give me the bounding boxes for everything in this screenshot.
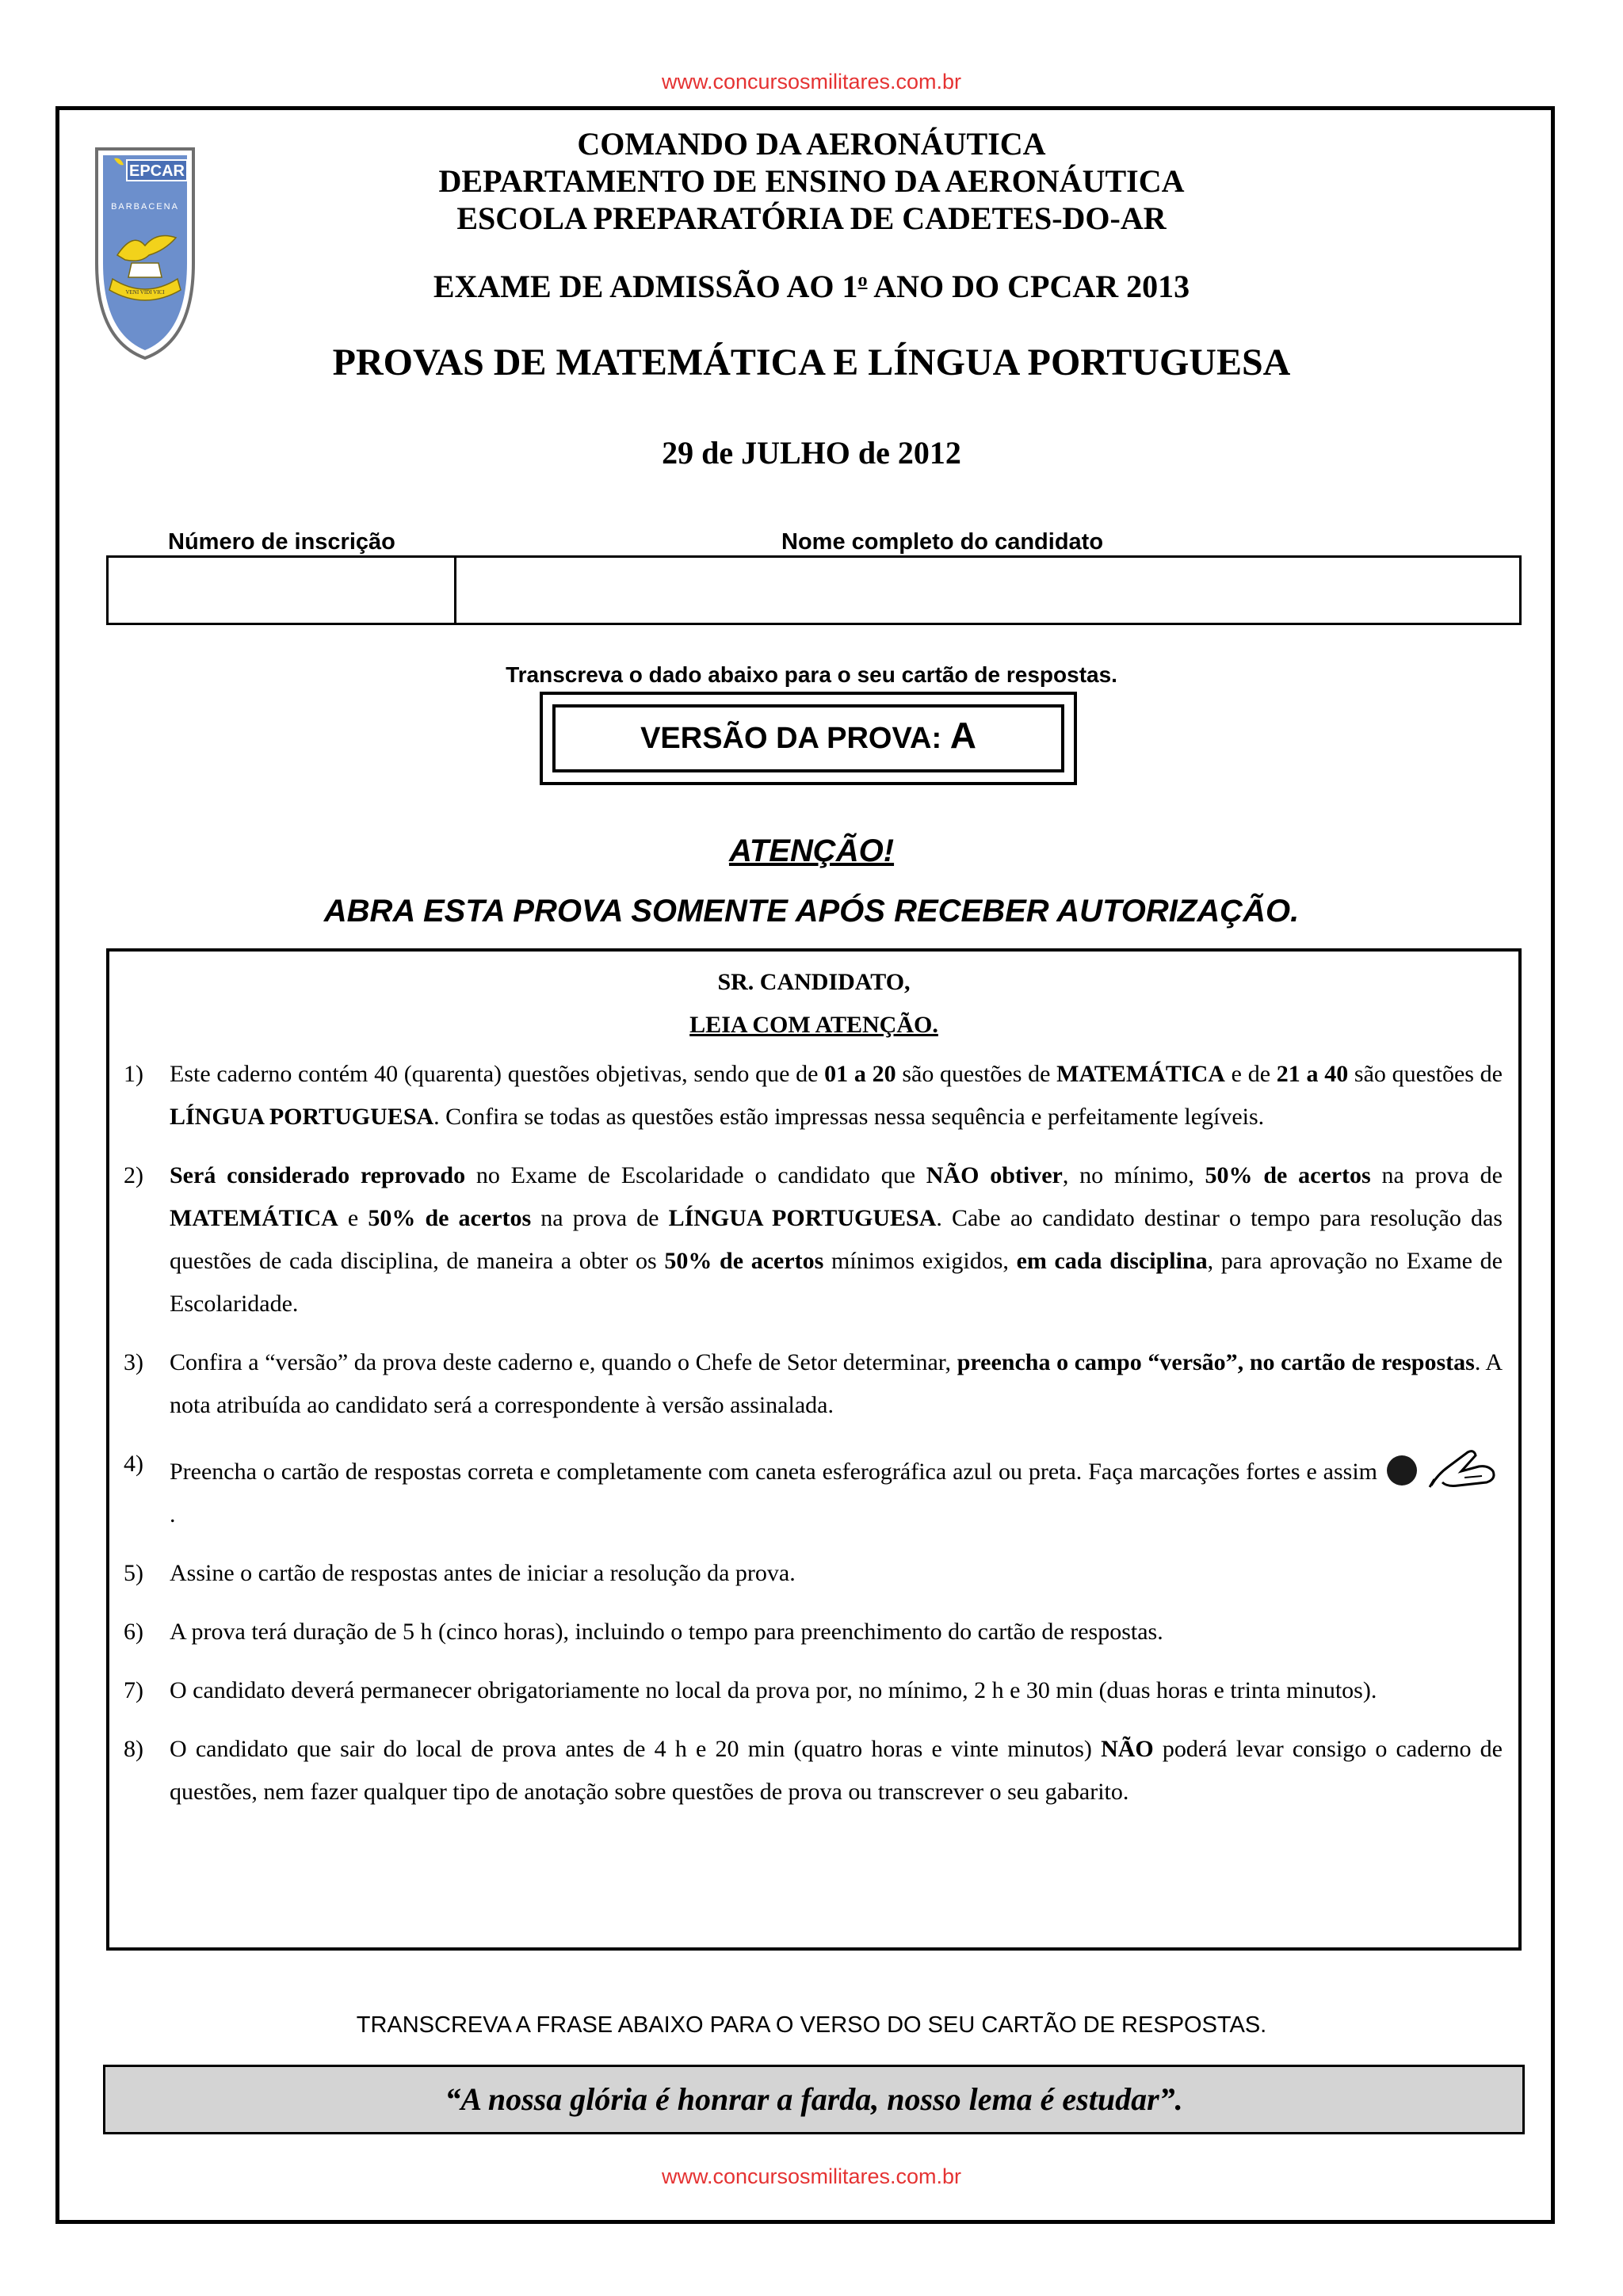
motto-box	[103, 2065, 1525, 2134]
instruction-number: 3)	[124, 1349, 143, 1375]
org-line-3: ESCOLA PREPARATÓRIA DE CADETES-DO-AR	[456, 200, 1167, 236]
instruction-number: 5)	[124, 1560, 143, 1586]
svg-text:VENI VIDI VICI: VENI VIDI VICI	[125, 289, 165, 296]
instruction-text: Confira a “versão” da prova deste caderno e, quando o Chefe de Setor determinar,	[170, 1349, 957, 1375]
exam-subjects: PROVAS DE MATEMÁTICA E LÍNGUA PORTUGUESA	[332, 341, 1291, 383]
instruction-text: Assine o cartão de respostas antes de iniciar a resolução da prova.	[170, 1560, 796, 1586]
instruction-text: O candidato deverá permanecer obrigatoriamente no local da prova por, no mínimo, 2 h e 30 min (duas horas e trinta minutos).	[170, 1677, 1377, 1703]
instruction-text: .	[170, 1501, 176, 1527]
instruction-number: 6)	[124, 1619, 143, 1645]
instruction-number: 1)	[124, 1061, 143, 1087]
instruction-text: são questões de	[1348, 1061, 1503, 1087]
instruction-text: . A nota atribuída ao candidato será a correspondente à versão assinalada.	[170, 1349, 1503, 1418]
candidate-info-table	[106, 555, 1522, 625]
transcribe-version-note: Transcreva o dado abaixo para o seu cartão de respostas.	[506, 662, 1117, 687]
instruction-emphasis: NÃO	[1101, 1736, 1154, 1762]
transcribe-phrase-note: TRANSCREVA A FRASE ABAIXO PARA O VERSO DO SEU CARTÃO DE RESPOSTAS.	[356, 2012, 1267, 2038]
instruction-emphasis: 50% de acertos	[368, 1205, 532, 1231]
registration-number-label: Número de inscrição	[168, 529, 395, 555]
instruction-text: mínimos exigidos,	[823, 1248, 1017, 1274]
org-line-1: COMANDO DA AERONÁUTICA	[577, 126, 1046, 162]
version-box	[540, 692, 1077, 785]
instructions-heading: SR. CANDIDATO,	[717, 969, 911, 995]
instruction-text: e de	[1224, 1061, 1277, 1087]
instruction-text: . Confira se todas as questões estão impressas nessa sequência e perfeitamente legíveis.	[433, 1104, 1265, 1130]
instruction-text: Este caderno contém 40 (quarenta) questões objetivas, sendo que de	[170, 1061, 825, 1087]
registration-number-field[interactable]	[109, 558, 454, 623]
instructions-subheading: LEIA COM ATENÇÃO.	[689, 1012, 938, 1038]
instruction-text: na prova de	[1370, 1162, 1503, 1188]
instruction-text: . Cabe ao candidato destinar o tempo para resolução das questões de cada disciplina, de maneira a obter os	[170, 1205, 1503, 1274]
instruction-item	[124, 1552, 1503, 1595]
writing-hand-icon	[1426, 1443, 1503, 1490]
motto-text: “A nossa glória é honrar a farda, nosso lema é estudar”.	[445, 2081, 1183, 2117]
instruction-emphasis: em cada disciplina	[1016, 1248, 1208, 1274]
instruction-emphasis: 50% de acertos	[1205, 1162, 1371, 1188]
instruction-emphasis: 50% de acertos	[664, 1248, 824, 1274]
instruction-emphasis: preencha o campo “versão”, no cartão de respostas	[957, 1349, 1475, 1375]
instruction-emphasis: MATEMÁTICA	[170, 1205, 338, 1231]
instruction-text: e	[338, 1205, 369, 1231]
instruction-text: poderá levar consigo o caderno de questões, nem fazer qualquer tipo de anotação sobre questões de prova ou transcrever o seu gabarito.	[170, 1736, 1503, 1805]
instruction-item	[124, 1053, 1503, 1138]
attention-message: ABRA ESTA PROVA SOMENTE APÓS RECEBER AUTORIZAÇÃO.	[323, 894, 1300, 929]
instruction-text: na prova de	[531, 1205, 669, 1231]
instructions-box	[106, 948, 1522, 1951]
version-inner-box	[552, 704, 1064, 772]
svg-text:BARBACENA: BARBACENA	[111, 202, 179, 212]
instruction-text: Preencha o cartão de respostas correta e completamente com caneta esferográfica azul ou preta. Faça marcações fortes e assim	[170, 1459, 1377, 1485]
site-url-top[interactable]: www.concursosmilitares.com.br	[661, 70, 962, 93]
instruction-emphasis: Será considerado reprovado	[170, 1162, 466, 1188]
instruction-number: 4)	[124, 1451, 143, 1477]
org-line-2: DEPARTAMENTO DE ENSINO DA AERONÁUTICA	[438, 163, 1185, 199]
instruction-text: A prova terá duração de 5 h (cinco horas), incluindo o tempo para preenchimento do cartão de respostas.	[170, 1619, 1163, 1645]
instruction-emphasis: NÃO obtiver	[926, 1162, 1063, 1188]
instruction-number: 8)	[124, 1736, 143, 1762]
instruction-text: O candidato que sair do local de prova antes de 4 h e 20 min (quatro horas e vinte minutos)	[170, 1736, 1102, 1762]
exam-date: 29 de JULHO de 2012	[662, 435, 961, 471]
candidate-name-field[interactable]	[456, 558, 1519, 623]
filled-bubble-icon	[1387, 1455, 1417, 1486]
instruction-emphasis: 21 a 40	[1276, 1061, 1349, 1087]
instruction-item	[124, 1443, 1503, 1536]
instruction-emphasis: 01 a 20	[824, 1061, 896, 1087]
version-letter: A	[949, 715, 976, 756]
instruction-text: , para aprovação no Exame de Escolaridade.	[170, 1248, 1503, 1317]
instructions-list	[124, 1053, 1503, 1829]
instruction-item	[124, 1728, 1503, 1814]
instruction-number: 7)	[124, 1677, 143, 1703]
instruction-item	[124, 1341, 1503, 1427]
instruction-emphasis: MATEMÁTICA	[1056, 1061, 1225, 1087]
instruction-emphasis: LÍNGUA PORTUGUESA	[668, 1205, 937, 1231]
attention-title: ATENÇÃO!	[728, 833, 895, 868]
instruction-text: no Exame de Escolaridade o candidato que	[465, 1162, 926, 1188]
instruction-item	[124, 1154, 1503, 1325]
site-url-bottom[interactable]: www.concursosmilitares.com.br	[661, 2164, 962, 2188]
instruction-number: 2)	[124, 1162, 143, 1188]
instruction-text: são questões de	[896, 1061, 1057, 1087]
svg-text:EPCAR: EPCAR	[128, 162, 185, 180]
exam-title: EXAME DE ADMISSÃO AO 1$^o$ ANO DO CPCAR 2013	[433, 269, 1190, 304]
candidate-name-label: Nome completo do candidato	[781, 529, 1104, 555]
instruction-text: , no mínimo,	[1062, 1162, 1205, 1188]
instruction-item	[124, 1611, 1503, 1653]
version-label: VERSÃO DA PROVA:	[640, 722, 950, 755]
instruction-item	[124, 1669, 1503, 1712]
instruction-emphasis: LÍNGUA PORTUGUESA	[170, 1104, 434, 1130]
